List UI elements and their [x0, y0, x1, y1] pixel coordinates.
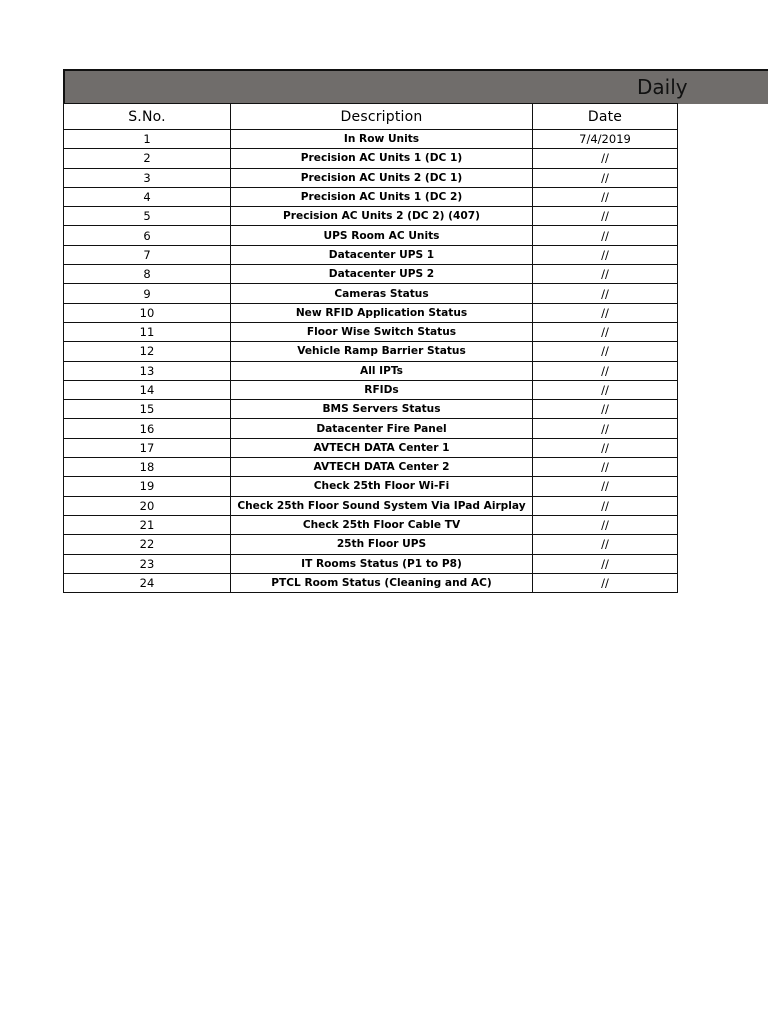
- table-body: [64, 130, 678, 593]
- description-cell: Check 25th Floor Cable TV: [231, 515, 533, 534]
- date-cell: //: [533, 284, 678, 303]
- date-cell: //: [533, 342, 678, 361]
- date-cell: //: [533, 303, 678, 322]
- table-row: [64, 187, 678, 206]
- row-number-cell: 7: [64, 245, 231, 264]
- row-number-cell: 6: [64, 226, 231, 245]
- table-row: [64, 303, 678, 322]
- row-number-cell: 15: [64, 400, 231, 419]
- sno-header: S.No.: [64, 104, 231, 130]
- row-number-cell: 23: [64, 554, 231, 573]
- description-cell: Precision AC Units 1 (DC 2): [231, 187, 533, 206]
- date-cell: //: [533, 245, 678, 264]
- table-row: [64, 322, 678, 341]
- date-cell: //: [533, 438, 678, 457]
- table-row: [64, 226, 678, 245]
- date-cell: //: [533, 573, 678, 592]
- date-cell: 7/4/2019: [533, 130, 678, 149]
- description-cell: Datacenter Fire Panel: [231, 419, 533, 438]
- date-cell: //: [533, 265, 678, 284]
- table-row: [64, 438, 678, 457]
- description-cell: BMS Servers Status: [231, 400, 533, 419]
- description-cell: Vehicle Ramp Barrier Status: [231, 342, 533, 361]
- description-cell: Precision AC Units 2 (DC 1): [231, 168, 533, 187]
- table-row: [64, 361, 678, 380]
- date-cell: //: [533, 419, 678, 438]
- row-number-cell: 9: [64, 284, 231, 303]
- description-cell: Floor Wise Switch Status: [231, 322, 533, 341]
- date-cell: //: [533, 380, 678, 399]
- table-row: [64, 380, 678, 399]
- row-number-cell: 8: [64, 265, 231, 284]
- description-cell: AVTECH DATA Center 1: [231, 438, 533, 457]
- date-header: Date: [533, 104, 678, 130]
- table-row: [64, 168, 678, 187]
- table-row: [64, 573, 678, 592]
- description-cell: Datacenter UPS 1: [231, 245, 533, 264]
- table-row: [64, 400, 678, 419]
- date-cell: //: [533, 226, 678, 245]
- table-row: [64, 515, 678, 534]
- description-cell: Cameras Status: [231, 284, 533, 303]
- table-row: [64, 477, 678, 496]
- row-number-cell: 21: [64, 515, 231, 534]
- row-number-cell: 4: [64, 187, 231, 206]
- description-cell: IT Rooms Status (P1 to P8): [231, 554, 533, 573]
- description-cell: AVTECH DATA Center 2: [231, 458, 533, 477]
- row-number-cell: 17: [64, 438, 231, 457]
- table-row: [64, 535, 678, 554]
- table-row: [64, 419, 678, 438]
- date-cell: //: [533, 458, 678, 477]
- row-number-cell: 14: [64, 380, 231, 399]
- description-cell: Precision AC Units 2 (DC 2) (407): [231, 207, 533, 226]
- date-cell: //: [533, 400, 678, 419]
- description-cell: Check 25th Floor Wi-Fi: [231, 477, 533, 496]
- description-cell: Precision AC Units 1 (DC 1): [231, 149, 533, 168]
- row-number-cell: 18: [64, 458, 231, 477]
- table-row: [64, 149, 678, 168]
- row-number-cell: 1: [64, 130, 231, 149]
- description-cell: New RFID Application Status: [231, 303, 533, 322]
- description-cell: All IPTs: [231, 361, 533, 380]
- date-cell: //: [533, 535, 678, 554]
- row-number-cell: 2: [64, 149, 231, 168]
- description-cell: In Row Units: [231, 130, 533, 149]
- description-cell: Datacenter UPS 2: [231, 265, 533, 284]
- table-row: [64, 284, 678, 303]
- description-header: Description: [231, 104, 533, 130]
- row-number-cell: 10: [64, 303, 231, 322]
- row-number-cell: 16: [64, 419, 231, 438]
- row-number-cell: 3: [64, 168, 231, 187]
- date-cell: //: [533, 149, 678, 168]
- title-bar: [63, 69, 768, 104]
- date-cell: //: [533, 322, 678, 341]
- description-cell: PTCL Room Status (Cleaning and AC): [231, 573, 533, 592]
- date-cell: //: [533, 361, 678, 380]
- sheet-title: Daily: [637, 75, 688, 99]
- date-cell: //: [533, 168, 678, 187]
- row-number-cell: 13: [64, 361, 231, 380]
- row-number-cell: 5: [64, 207, 231, 226]
- table-row: [64, 458, 678, 477]
- description-cell: Check 25th Floor Sound System Via IPad Airplay: [231, 496, 533, 515]
- row-number-cell: 12: [64, 342, 231, 361]
- table-row: [64, 496, 678, 515]
- table-row: [64, 245, 678, 264]
- checklist-table: [63, 103, 678, 593]
- header-row: [64, 104, 678, 130]
- table-row: [64, 130, 678, 149]
- date-cell: //: [533, 477, 678, 496]
- row-number-cell: 22: [64, 535, 231, 554]
- description-cell: RFIDs: [231, 380, 533, 399]
- row-number-cell: 20: [64, 496, 231, 515]
- date-cell: //: [533, 554, 678, 573]
- table-row: [64, 265, 678, 284]
- date-cell: //: [533, 187, 678, 206]
- row-number-cell: 19: [64, 477, 231, 496]
- row-number-cell: 24: [64, 573, 231, 592]
- table-row: [64, 207, 678, 226]
- description-cell: UPS Room AC Units: [231, 226, 533, 245]
- date-cell: //: [533, 515, 678, 534]
- row-number-cell: 11: [64, 322, 231, 341]
- description-cell: 25th Floor UPS: [231, 535, 533, 554]
- date-cell: //: [533, 207, 678, 226]
- table-row: [64, 554, 678, 573]
- table-row: [64, 342, 678, 361]
- date-cell: //: [533, 496, 678, 515]
